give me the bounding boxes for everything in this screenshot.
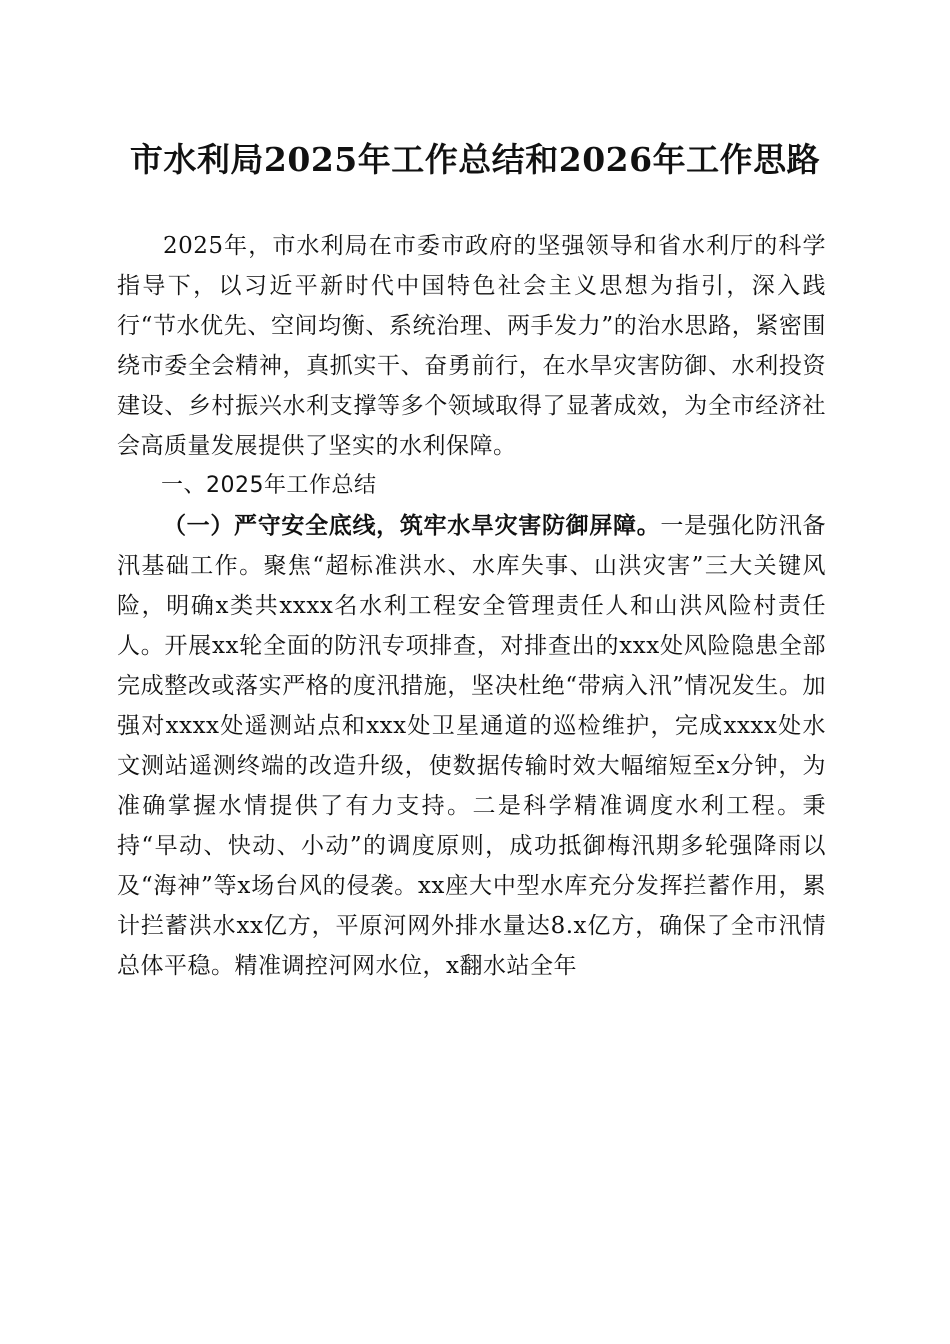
document-title: 市水利局2025年工作总结和2026年工作思路 (129, 140, 821, 179)
intro-paragraph: 2025年，市水利局在市委市政府的坚强领导和省水利厅的科学指导下，以习近平新时代中国特色社会主义思想为指引，深入践行“节水优先、空间均衡、系统治理、两手发力”的治水思路，紧密围绕市委全会精神，真抓实干、奋勇前行，在水旱灾害防御、水利投资建设、乡村振兴水利支撑等多个领域取得了显著成效，为全市经济社会高质量发展提供了坚实的水利保障。 (117, 233, 826, 459)
subsection-lead: （一）严守安全底线，筑牢水旱灾害防御屏障。 (163, 512, 661, 539)
section-heading-work-summary: 一、2025年工作总结 (161, 473, 377, 498)
subsection-text: 一是强化防汛备汛基础工作。聚焦“超标准洪水、水库失事、山洪灾害”三大关键风险，明确x类共xxxx名水利工程安全管理责任人和山洪风险村责任人。开展xx轮全面的防汛专项排查，对排查出的xxx处风险隐患全部完成整改或落实严格的度汛措施，坚决杜绝“带病入汛”情况发生。加强对xxxx处遥测站点和xxx处卫星通道的巡检维护，完成xxxx处水文测站遥测终端的改造升级，使数据传输时效大幅缩短至x分钟，为准确掌握水情提供了有力支持。二是科学精准调度水利工程。秉持“早动、快动、小动”的调度原则，成功抵御梅汛期多轮强降雨以及“海神”等x场台风的侵袭。xx座大中型水库充分发挥拦蓄作用，累计拦蓄洪水xx亿方，平原河网外排水量达8.x亿方，确保了全市汛情总体平稳。精准调控河网水位，x翻水站全年 (117, 513, 827, 979)
document-body (117, 226, 826, 986)
subsection-paragraph-flood-defense (117, 506, 826, 986)
